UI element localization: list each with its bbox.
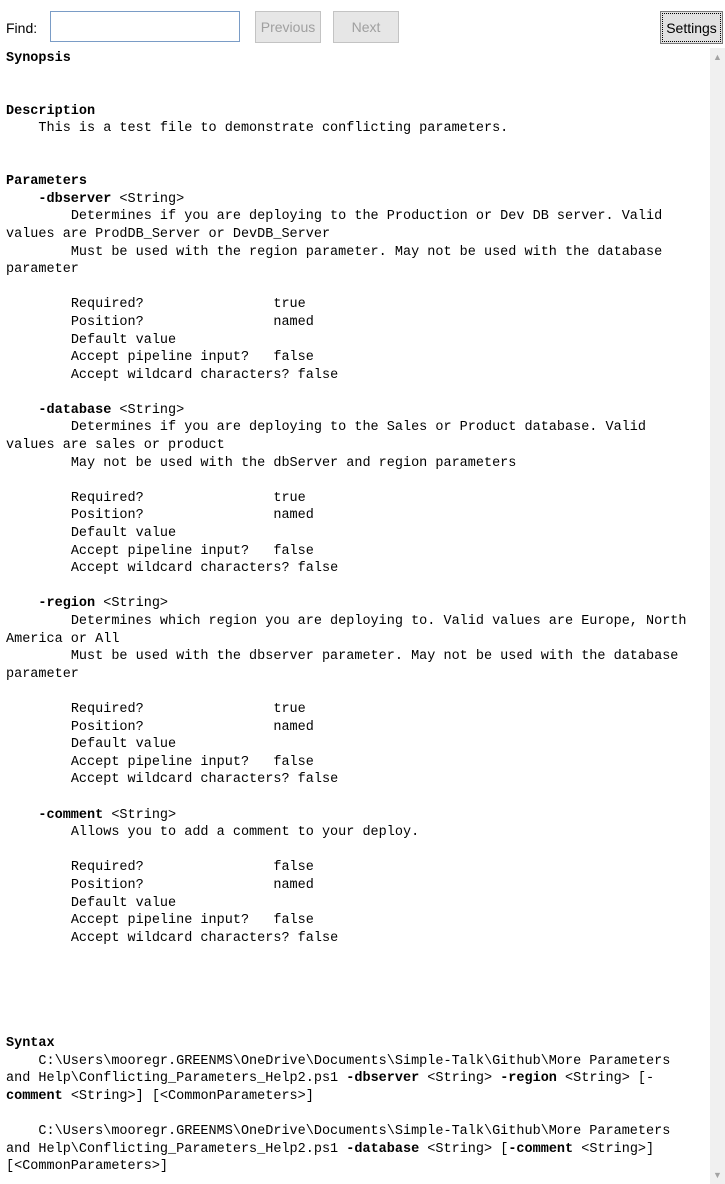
parameter-name: -comment (38, 807, 104, 823)
field-value-pipeline: false (273, 350, 314, 366)
parameter-field-row (6, 561, 338, 576)
parameter-name: -database (38, 402, 112, 418)
parameter-type: <String> (103, 807, 177, 823)
synopsis-heading: Synopsis (6, 51, 71, 66)
parameter-field-row (6, 737, 273, 752)
parameters-heading: Parameters (6, 174, 88, 190)
field-value-pipeline: false (273, 543, 314, 559)
field-value-position: named (273, 508, 314, 524)
description-heading: Description (6, 103, 96, 119)
field-label-default-value: Default value (70, 895, 177, 911)
parameter-field-row (6, 860, 314, 875)
previous-button[interactable]: Previous (255, 11, 321, 43)
field-value-pipeline: false (273, 913, 314, 929)
description-text: This is a test file to demonstrate conflicting parameters. (6, 121, 509, 137)
parameter-name: -region (38, 596, 96, 612)
find-label: Find: (6, 20, 38, 36)
field-label-default-value: Default value (70, 526, 177, 542)
parameter-type: <String> (111, 191, 185, 207)
syntax-heading: Syntax (6, 1036, 55, 1052)
field-value-pipeline: false (273, 754, 314, 770)
field-label-pipeline: Accept pipeline input? (70, 913, 250, 929)
find-toolbar (0, 0, 725, 48)
parameters-list (6, 192, 687, 946)
field-value-wildcard: false (297, 930, 339, 946)
parameter-field-row (6, 702, 306, 717)
field-label-default-value: Default value (70, 737, 177, 753)
field-label-required: Required? (70, 701, 144, 717)
find-input[interactable] (50, 11, 240, 42)
parameter-field-row (6, 720, 314, 735)
parameter-field-row (6, 333, 273, 348)
parameter-field-row (6, 755, 314, 770)
field-value-required: true (273, 490, 306, 506)
field-value-wildcard: false (297, 561, 339, 577)
field-label-pipeline: Accept pipeline input? (70, 543, 250, 559)
parameter-field-row (6, 896, 273, 911)
field-label-pipeline: Accept pipeline input? (70, 350, 250, 366)
syntax-line-1: C:\Users\mooregr.GREENMS\OneDrive\Documents\Simple-Talk\Github\More Parameters and Help\Conflicting_Parameters_Help2.ps1 -dbserver <String> -region <String> [- comment <String>] [<CommonParameters>] (6, 1053, 671, 1105)
field-label-required: Required? (70, 297, 144, 313)
field-value-wildcard: false (297, 772, 339, 788)
parameter-description: Determines which region you are deploying to. Valid values are Europe, North America or All Must be used with the dbserver parameter. May not be used with the database parameter (6, 614, 687, 682)
help-content (6, 50, 708, 1176)
parameter-name: -dbserver (38, 191, 112, 207)
vertical-scrollbar[interactable] (710, 48, 725, 1184)
field-label-position: Position? (70, 719, 144, 735)
field-value-position: named (273, 877, 314, 893)
field-value-required: false (273, 860, 314, 876)
field-value-required: true (273, 701, 306, 717)
parameter-field-row (6, 297, 306, 312)
parameter-field-row (6, 508, 314, 523)
syntax-line-2: C:\Users\mooregr.GREENMS\OneDrive\Documents\Simple-Talk\Github\More Parameters and Help\Conflicting_Parameters_Help2.ps1 -database <String> [-comment <String>] [<CommonParameters>] (6, 1124, 671, 1175)
field-label-wildcard: Accept wildcard characters? (70, 367, 290, 383)
parameter-field-row (6, 931, 338, 946)
scroll-down-arrow-icon[interactable]: ▼ (713, 1170, 722, 1180)
field-label-default-value: Default value (70, 332, 177, 348)
field-value-position: named (273, 314, 314, 330)
parameter-field-row (6, 772, 338, 787)
parameter-description: Allows you to add a comment to your deploy. (6, 825, 420, 841)
field-label-pipeline: Accept pipeline input? (70, 754, 250, 770)
field-label-required: Required? (70, 860, 144, 876)
settings-button[interactable]: Settings (660, 11, 723, 44)
parameter-field-row (6, 491, 306, 506)
field-label-position: Position? (70, 314, 144, 330)
parameter-type: <String> (111, 402, 185, 418)
field-label-wildcard: Accept wildcard characters? (70, 930, 290, 946)
field-value-required: true (273, 297, 306, 313)
parameter-field-row (6, 350, 314, 365)
parameter-field-row (6, 368, 338, 383)
parameter-field-row (6, 878, 314, 893)
field-value-wildcard: false (297, 367, 339, 383)
parameter-field-row (6, 544, 314, 559)
parameter-field-row (6, 526, 273, 541)
parameter-field-row (6, 315, 314, 330)
parameter-description: Determines if you are deploying to the Sales or Product database. Valid values are sales or product May not be used with the dbServer and region parameters (6, 420, 647, 471)
scroll-up-arrow-icon[interactable]: ▲ (713, 52, 722, 62)
field-label-wildcard: Accept wildcard characters? (70, 772, 290, 788)
next-button[interactable]: Next (333, 11, 399, 43)
field-label-position: Position? (70, 877, 144, 893)
parameter-description: Determines if you are deploying to the Production or Dev DB server. Valid values are ProdDB_Server or DevDB_Server Must be used with the region parameter. May not be used with the database parameter (6, 209, 663, 278)
parameter-field-row (6, 913, 314, 928)
parameter-type: <String> (95, 596, 169, 612)
field-label-position: Position? (70, 508, 144, 524)
field-value-position: named (273, 719, 314, 735)
field-label-required: Required? (70, 490, 144, 506)
field-label-wildcard: Accept wildcard characters? (70, 561, 290, 577)
